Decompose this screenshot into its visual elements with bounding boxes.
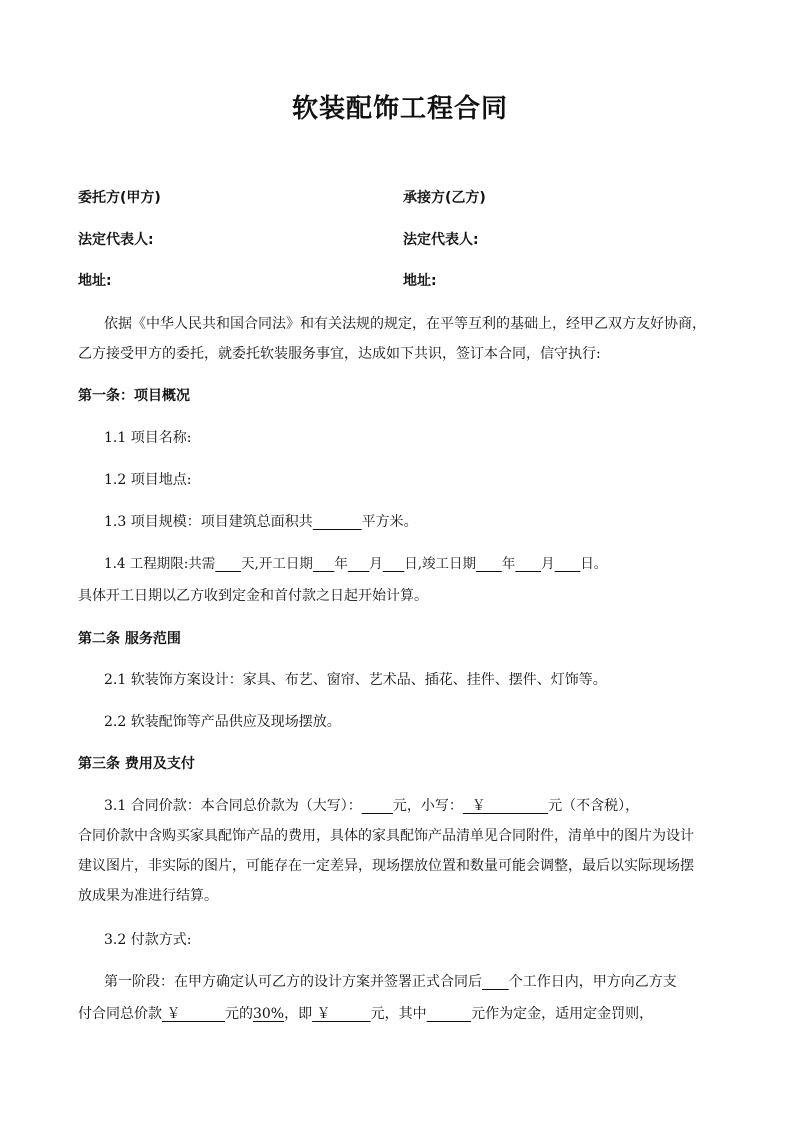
- article-1-item-4-cont: 具体开工日期以乙方收到定金和首付款之日起开始计算。: [78, 588, 428, 604]
- start-day-blank: [383, 556, 404, 572]
- preamble-line-1: 依据《中华人民共和国合同法》和有关法规的规定，在平等互利的基础上，经甲乙双方友好协商，: [104, 316, 706, 332]
- contractor-label: 承接方(乙方): [403, 190, 486, 206]
- percent-value: 30%: [252, 1006, 285, 1022]
- area-blank: [313, 514, 362, 530]
- article-1-item-1: 1.1 项目名称:: [104, 430, 192, 446]
- article-3-heading: 第三条 费用及支付: [78, 756, 195, 772]
- end-year-blank: [476, 556, 502, 572]
- item-text: 3.1 合同价款：本合同总价款为（大写）：: [104, 798, 362, 814]
- client-rep-label: 法定代表人:: [78, 232, 154, 248]
- total-price-blank: ￥: [162, 1006, 225, 1022]
- client-address-label: 地址:: [78, 273, 112, 289]
- article-1-heading: 第一条：项目概况: [78, 388, 190, 404]
- article-1-item-3: [104, 512, 754, 532]
- item-text: 付合同总价款: [78, 1006, 162, 1022]
- client-label: 委托方(甲方): [78, 190, 161, 206]
- article-2-heading: 第二条 服务范围: [78, 631, 181, 647]
- item-4-text: 年: [334, 556, 348, 572]
- deposit-blank: [427, 1006, 472, 1022]
- preamble-line-2: 乙方接受甲方的委托，就委托软装服务事宜，达成如下共识，签订本合同，信守执行:: [78, 346, 601, 362]
- item-4-text: 日。: [580, 556, 608, 572]
- item-3-unit: 平方米。: [361, 514, 418, 530]
- item-3-text: 1.3 项目规模：项目建筑总面积共: [104, 514, 313, 530]
- workdays-blank: [482, 974, 509, 990]
- start-month-blank: [348, 556, 369, 572]
- item-4-text: 月: [541, 556, 555, 572]
- item-text: 元，其中: [370, 1006, 427, 1022]
- item-text: 元（不含税），: [548, 798, 640, 814]
- article-1-item-2: 1.2 项目地点:: [104, 472, 192, 488]
- stage-1-line-2: [78, 1004, 728, 1024]
- item-4-text: 1.4 工程期限:共需: [104, 556, 216, 572]
- end-day-blank: [555, 556, 581, 572]
- item-text: 第一阶段：在甲方确定认可乙方的设计方案并签署正式合同后: [104, 974, 482, 990]
- item-4-text: 月: [369, 556, 383, 572]
- contractor-rep-label: 法定代表人:: [403, 232, 479, 248]
- item-text: 元，小写：: [392, 798, 463, 814]
- article-3-item-1-line-4: 放成果为准进行结算。: [78, 888, 218, 904]
- stage-1-line-1: [104, 972, 754, 992]
- first-payment-blank: ￥: [312, 1006, 371, 1022]
- article-1-item-4: [104, 554, 754, 574]
- start-year-blank: [313, 556, 334, 572]
- end-month-blank: [515, 556, 541, 572]
- item-4-text: 天,开工日期: [241, 556, 313, 572]
- item-4-text: 年: [501, 556, 516, 572]
- price-figures-blank: ￥: [462, 798, 549, 814]
- article-2-item-2: 2.2 软装配饰等产品供应及现场摆放。: [104, 714, 341, 730]
- article-2-item-1: 2.1 软装饰方案设计：家具、布艺、窗帘、艺术品、插花、挂件、摆件、灯饰等。: [104, 672, 607, 688]
- item-text: ，即: [284, 1006, 313, 1022]
- days-blank: [215, 556, 241, 572]
- page-title: 软装配饰工程合同: [291, 94, 508, 124]
- item-text: 元的: [224, 1006, 253, 1022]
- item-text: 个工作日内，甲方向乙方支: [508, 974, 677, 990]
- item-4-text: 日,竣工日期: [404, 556, 477, 572]
- article-3-item-1: [104, 796, 754, 816]
- contractor-address-label: 地址:: [403, 273, 437, 289]
- item-text: 元作为定金，适用定金罚则，: [471, 1006, 654, 1022]
- article-3-item-1-line-3: 建议图片，非实际的图片，可能存在一定差异，现场摆放位置和数量可能会调整，最后以实际现场摆: [78, 858, 694, 874]
- price-words-blank: [362, 798, 393, 814]
- article-3-item-2: 3.2 付款方式:: [104, 932, 192, 948]
- article-3-item-1-line-2: 合同价款中含购买家具配饰产品的费用，具体的家具配饰产品清单见合同附件，清单中的图片为设计: [78, 828, 694, 844]
